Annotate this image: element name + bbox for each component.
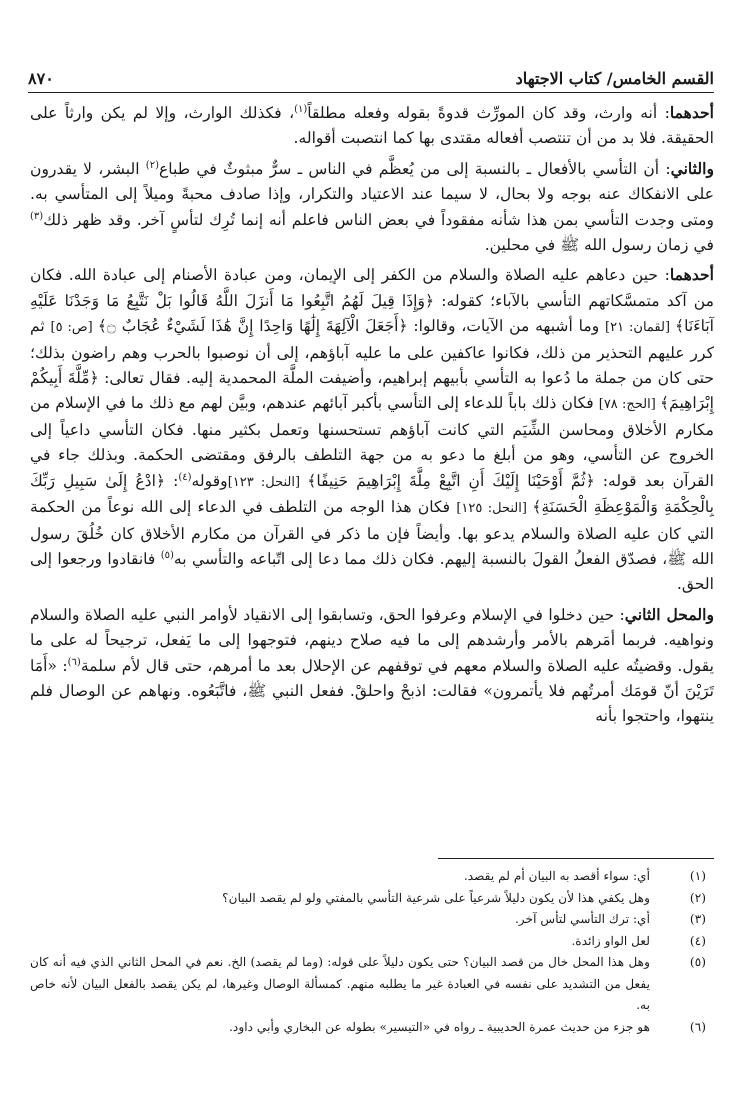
footnote-ref-4[interactable]: (٤) xyxy=(178,471,192,483)
paragraph-lead: أحدهما xyxy=(669,103,714,122)
running-title: القسم الخامس/ كتاب الاجتهاد xyxy=(515,69,714,88)
quran-verse: ﴿وَإِذَا قِيلَ لَهُمُ اتَّبِعُوا مَا أَنزَلَ اللَّهُ قَالُوا بَلْ نَتَّبِعُ مَا وَجَدْنَا عَلَيْهِ آبَاءَنَا﴾ xyxy=(30,291,714,336)
footnote-number: (٦) xyxy=(689,1019,706,1034)
quran-verse: ﴿ادْعُ إِلَىٰ سَبِيلِ رَبِّكَ بِالْحِكْمَةِ وَالْمَوْعِظَةِ الْحَسَنَةِ﴾ xyxy=(30,471,715,517)
paragraph-text: وقوله xyxy=(191,471,228,490)
footnote-text: وهل هذا المحل خال من قصد البيان؟ حتى يكون دليلاً على قوله: (وما لم يقصد) الخ. نعم في المحل الثاني الذي فيه أنه كان يفعل من التشديد على نفسه في العبادة غير ما يطلبه منهم. كمسألة الوصال وغيرها، لم يكن يقصد بالفعل البيان لأنه خاص به. xyxy=(30,955,650,1012)
paragraph-lead: والثاني xyxy=(670,158,714,178)
paragraph-lead: أحدهما xyxy=(669,265,714,285)
paragraph-2 xyxy=(30,156,714,259)
footnote-ref-1[interactable]: (١) xyxy=(294,103,308,115)
paragraph-1 xyxy=(30,100,714,152)
page-header xyxy=(28,58,714,88)
paragraph-text: : xyxy=(165,471,179,490)
footnote xyxy=(30,952,714,1017)
paragraph-text: وما أشبهه من الآيات، وقالوا: xyxy=(407,317,606,336)
header-rule xyxy=(28,92,714,93)
paragraph-text: فكان ذلك باباً للدعاء إلى التأسي بأكبر آبائهم عندهم، وبيَّن لهم مع ذلك ما في الإسلام من مكارم الأخلاق ومحاسن الشِّيَم التي كانت آباؤهم تستحسنها وتعمل بكثير منها. فكان التأسي داعياً إلى الخروج عن التأسي، وهو من أبلغ ما دعو به من جهة التلطف بالرفق ومقتضى الحكمة. وبذلك جاء في القرآن بعد قوله: xyxy=(30,394,715,490)
paragraph-text: : حين دعاهم عليه الصلاة والسلام من الكفر إلى الإيمان، ومن عبادة الأصنام إلى عبادة الله. فكان من آكد متمسَّكاتهم التأسي بالآباء؛ كقوله: xyxy=(30,266,714,310)
paragraph-text: : أن التأسي بالأفعال ـ بالنسبة إلى من يُعظَّم في الناس ـ سرٌّ مبثوثٌ في طباع xyxy=(158,159,671,178)
footnote-ref-2[interactable]: (٢) xyxy=(145,159,159,171)
footnote-number: (٤) xyxy=(689,933,706,948)
footnote-text: وهل يكفي هذا لأن يكون دليلاً شرعياً على شرعية التأسي بالمفتي ولو لم يقصد البيان؟ xyxy=(222,890,650,905)
footnote-number: (٣) xyxy=(689,912,706,926)
quran-verse: ﴿أَجَعَلَ الْآلِهَةَ إِلَٰهًا وَاحِدًا إِنَّ هَٰذَا لَشَيْءٌ عُجَابٌ ۝﴾ xyxy=(97,317,408,336)
footnote xyxy=(30,866,714,888)
verse-reference: [النحل: ١٢٥] xyxy=(456,501,533,517)
paragraph-3 xyxy=(30,262,714,597)
page-number: ٨٧٠ xyxy=(28,69,54,88)
footnote-ref-5[interactable]: (٥) xyxy=(160,549,174,561)
paragraph-text: فكان هذا الوجه من التلطف في الدعاء إلى الله نوعاً من الحكمة التي كان عليه الصلاة والسلام يدعو بها. وأيضاً فإن ما ذكر في القرآن من مكارم الأخلاق كان خُلُقَ رسول الله ﷺ، فصدّق الفعلُ القولَ بالنسبة إليهم. فكان ذلك مما دعا إلى اتّباعه والتأسي به xyxy=(30,498,714,568)
paragraph-text: ثم كرر عليهم التحذير من ذلك، فكانوا عاكفين على ما عليه آباؤهم، إلى أن نوصبوا بالحرب وهم راضون بذلك؛ حتى كان من جملة ما دُعوا به التأسي بأبيهم إبراهيم، وأضيفت الملَّة المحمدية إليه. فقال تعالى: xyxy=(30,317,714,388)
paragraph-text: فانقادوا ورجعوا إلى الحق. xyxy=(30,549,714,594)
verse-reference: [لقمان: ٢١] xyxy=(605,320,676,336)
footnote-number: (٢) xyxy=(689,890,706,905)
footnote-text: لعل الواو زائدة. xyxy=(571,933,650,948)
verse-reference: [الحج: ٧٨] xyxy=(598,397,660,413)
main-text xyxy=(30,100,714,734)
footnote xyxy=(30,909,714,931)
paragraph-text: : أنه وارث، وقد كان المورِّث قدوةً بقوله وفعله مطلقاً xyxy=(307,104,670,122)
verse-reference: [النحل: ١٢٣] xyxy=(227,474,308,490)
footnote-text: أي: ترك التأسي لتأس آخر. xyxy=(514,912,650,926)
paragraph-text: ، فكذلك الوارث، وإلا لم يكن وارثاً على الحقيقة. فلا بد من أن تنتصب أفعاله مقتدى بها كما انتصبت أقواله. xyxy=(30,104,714,148)
paragraph-lead: والمحل الثاني xyxy=(624,604,715,624)
footnote-text: هو جزء من حديث عمرة الحديبية ـ رواه في «التيسير» بطوله عن البخاري وأبي داود. xyxy=(229,1019,650,1034)
paragraph-text: : «أَمَا تَرَيْنَ أنّ قومَك أمرتُهم فلا يأتمرون» فقالت: اذبحْ واحلقْ. ففعل النبي ﷺ، فاتَّبَعُوه. ونهاهم عن الوصال فلم ينتهوا، واحتجوا بأنه xyxy=(30,656,714,726)
verse-reference: [ص: ٥] xyxy=(50,320,98,336)
footnote-rule xyxy=(438,858,714,859)
footnote-number: (٥) xyxy=(689,955,706,969)
paragraph-text: : حين دخلوا في الإسلام وعرفوا الحق، وتسابقوا إلى الانقياد لأوامر النبي عليه الصلاة والسلام ونواهيه. فربما أمَرهم بالأمر وأرشدهم إلى ما فيه صلاح دينهم، فتوجهوا إلى ما يَفعل، ترجيحاً له على ما يقول. وقضيتُه عليه الصلاة والسلام معهم في توقفهم عن الإحلال بعد ما أمرهم، حتى قال لأم سلمة xyxy=(30,605,715,675)
footnotes xyxy=(30,866,714,1038)
footnote-text: أي: سواء أقصد به البيان أم لم يقصد. xyxy=(463,869,650,883)
quran-verse: ﴿مِّلَّةَ أَبِيكُمْ إِبْرَاهِيمَ﴾ xyxy=(30,369,715,413)
paragraph-text: البشر، لا يقدرون على الانفكاك عنه بوجه ولا بحال، لا سيما عند الاعتياد والتكرار، وإذا صادف محبةً وميلاً إلى المتأسي به. ومتى وجدت التأسي بمن هذا شأنه مفقوداً في بعض الناس فاعلم أنه إنما تُرِك لتأسٍ آخر. وقد ظهر ذلك xyxy=(30,159,714,229)
footnote xyxy=(30,931,714,953)
paragraph-text: في زمان رسول الله ﷺ في محلين. xyxy=(484,236,714,255)
footnote xyxy=(30,888,714,910)
quran-verse: ﴿ثُمَّ أَوْحَيْنَا إِلَيْكَ أَنِ اتَّبِعْ مِلَّةَ إِبْرَاهِيمَ حَنِيفًا﴾ xyxy=(307,471,595,490)
footnote-number: (١) xyxy=(689,869,706,883)
footnote xyxy=(30,1017,714,1039)
paragraph-4 xyxy=(30,602,714,730)
footnote-ref-3[interactable]: (٣) xyxy=(30,210,44,222)
footnote-ref-6[interactable]: (٦) xyxy=(67,656,81,668)
